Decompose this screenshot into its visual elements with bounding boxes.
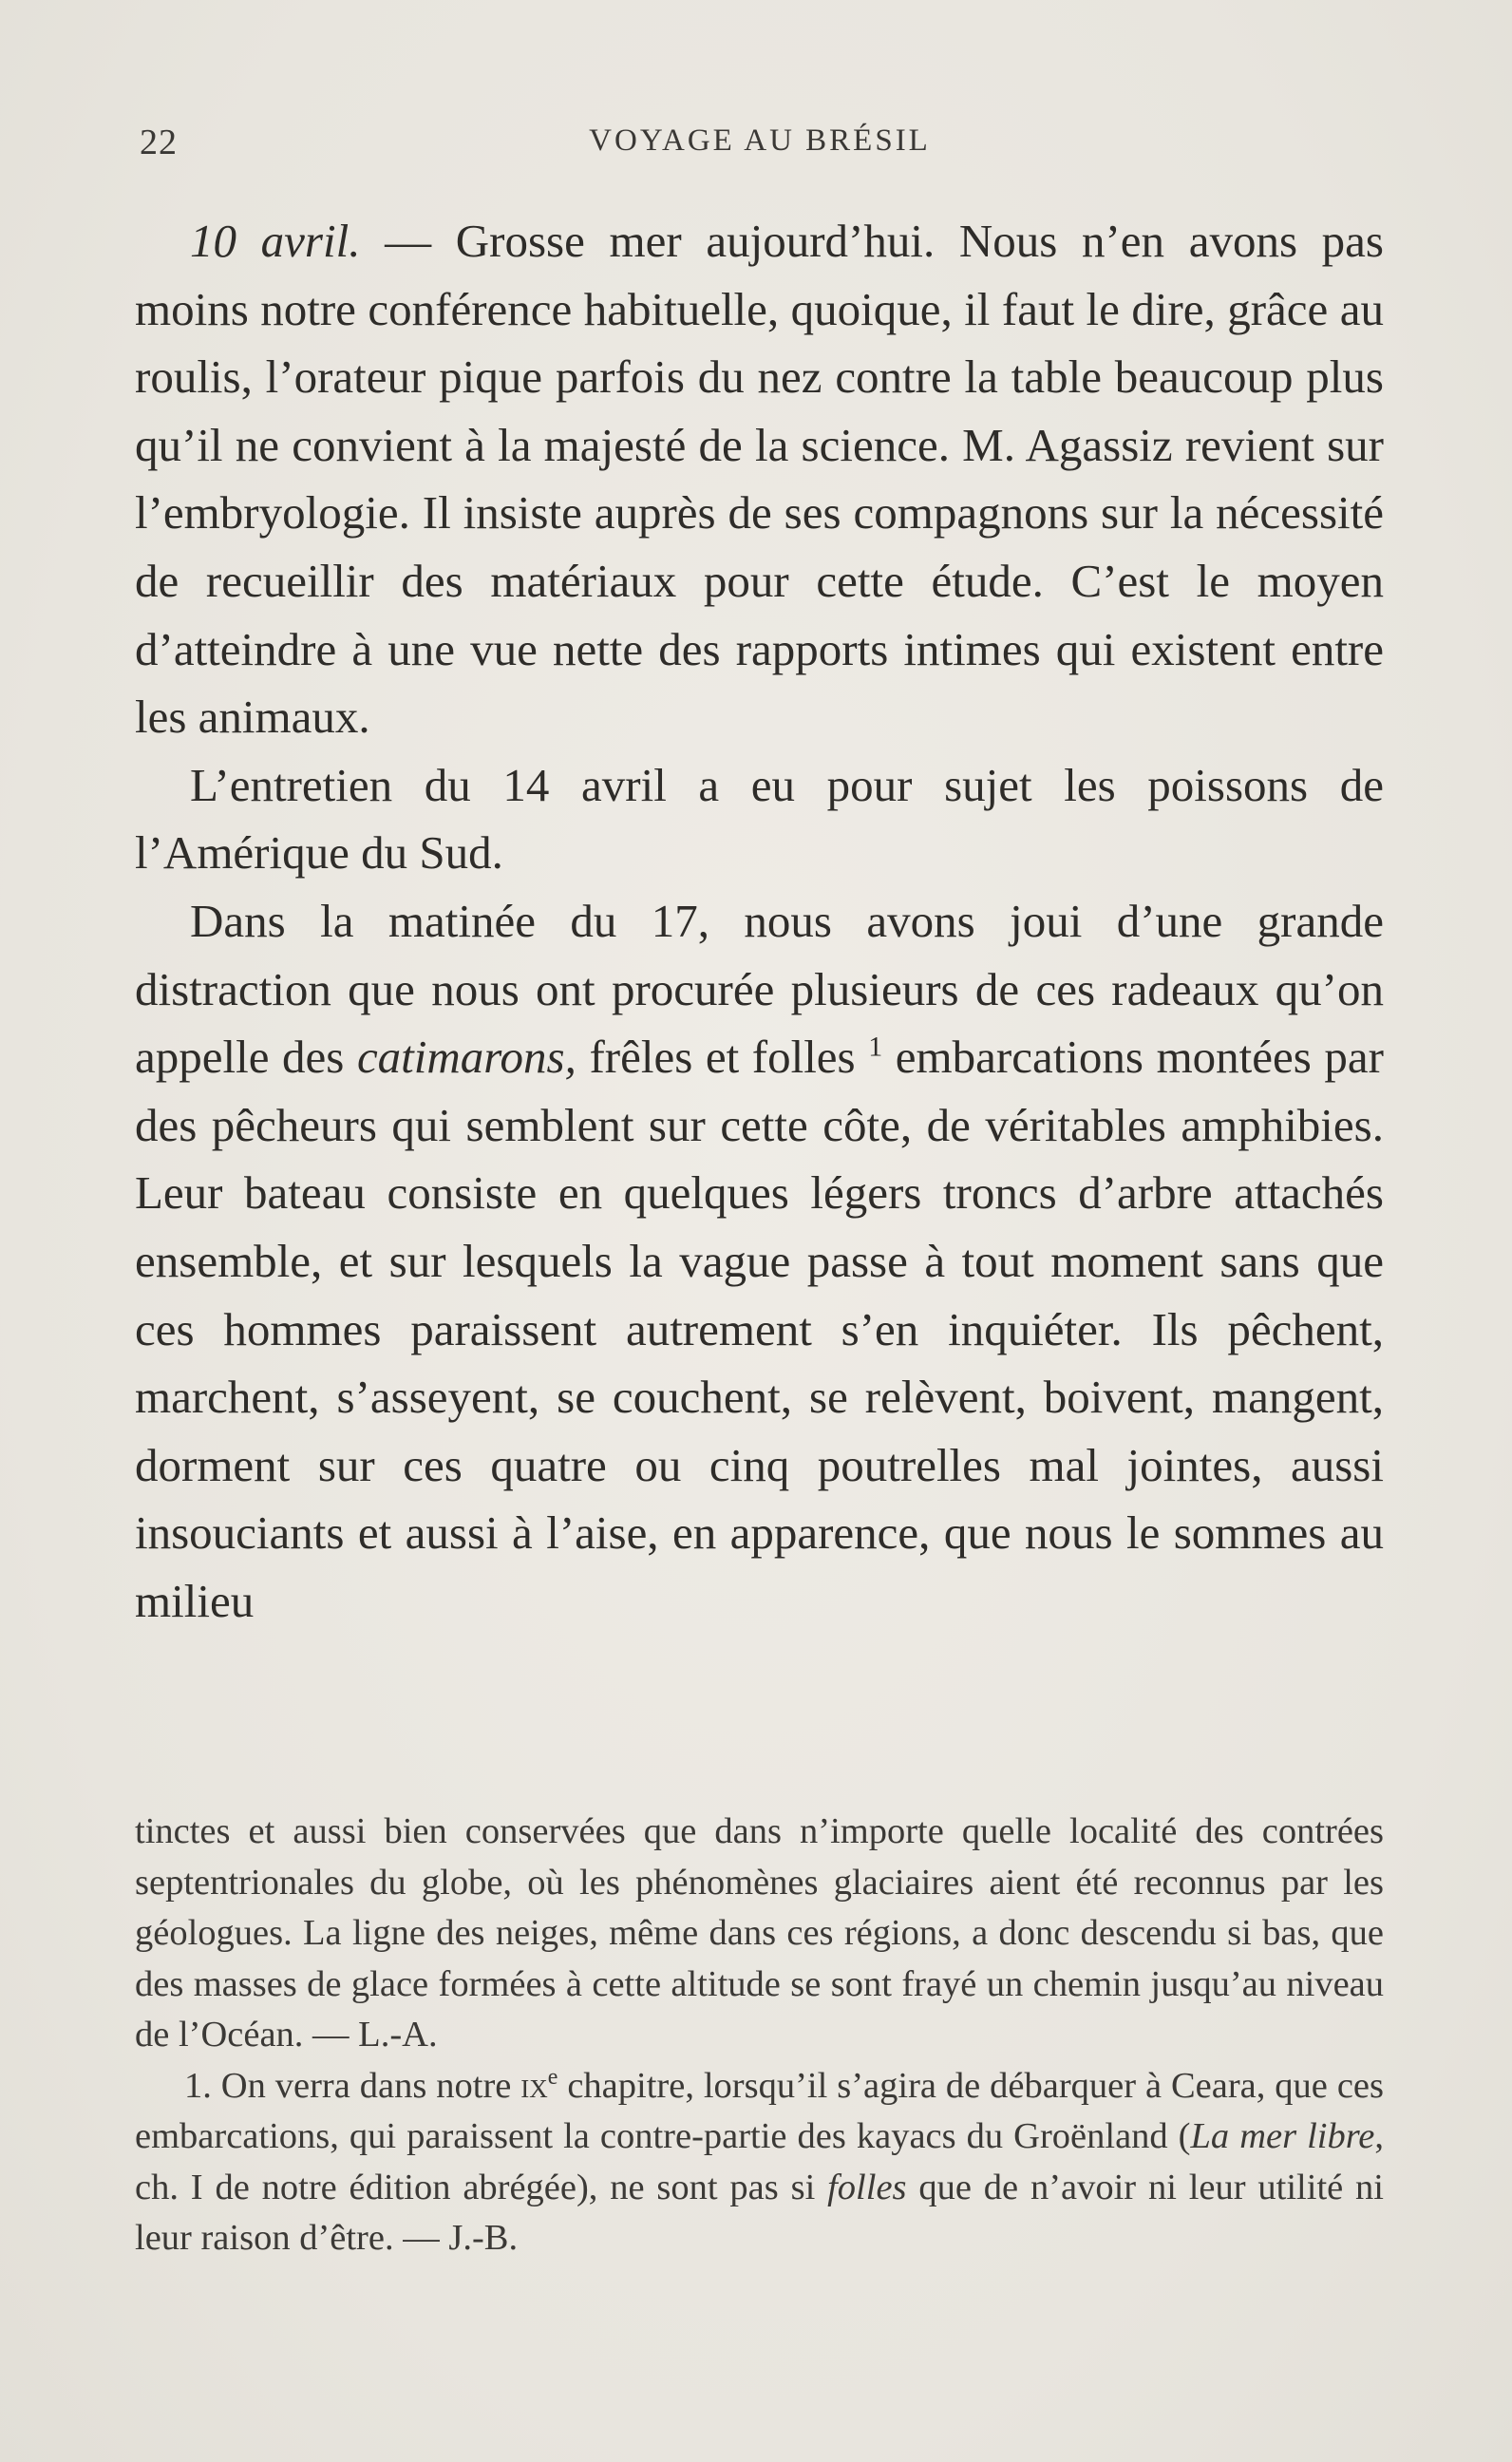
chapter-numeral: ix — [520, 2065, 548, 2106]
running-header — [140, 122, 1380, 169]
footnote-text: de notre édition abrégée), ne sont pas si — [202, 2167, 828, 2207]
paragraph-april-14: L’entretien du 14 avril a eu pour sujet les poissons de l’Amérique du Sud. — [135, 758, 1384, 880]
footnote-reference: 1 — [868, 1031, 883, 1063]
page-number: 22 — [140, 123, 178, 162]
chapter-number: I — [190, 2167, 203, 2207]
footnote-text: , ch. — [135, 2116, 1384, 2207]
running-title: VOYAGE AU BRÉSIL — [589, 123, 931, 158]
entry-date: 10 avril. — [190, 215, 361, 267]
paragraph-text: embarcations montées par des pêcheurs qui semblent sur cette côte, de véritables amphibies. Leur bateau consiste en quelques légers troncs d’arbre attachés ensemble, et sur lesquels la vague passe à tout moment sans que ces hommes paraissent autrement s’en inquiéter. Ils pêchent, marchent, s’asseyent, se couchent, se relèvent, boivent, mangent, dorment sur ces quatre ou cinq poutrelles mal jointes, aussi insouciants et aussi à l’aise, en apparence, que nous le sommes au milieu — [135, 1031, 1384, 1627]
main-text — [135, 207, 1384, 1635]
footnote-number: 1. — [184, 2065, 212, 2106]
footnotes — [135, 1807, 1384, 2264]
paragraph-text: Dans la matinée du 17, nous avons joui d’une grande distraction que nous ont procurée plusieurs de ces radeaux qu’on appelle des — [135, 894, 1384, 1084]
italic-term: folles — [827, 2167, 907, 2207]
ordinal-suffix: e — [547, 2064, 558, 2090]
book-title: La mer libre — [1190, 2116, 1375, 2156]
paragraph-april-10 — [135, 207, 1384, 751]
paragraph-text: frêles et folles — [576, 1031, 856, 1084]
footnote-text: On verra dans notre — [211, 2065, 521, 2106]
paragraph-april-17 — [135, 887, 1384, 1636]
footnote-1 — [135, 2061, 1384, 2264]
footnote-text: que de n’avoir ni leur utilité ni leur raison d’être. — J.-B. — [135, 2167, 1385, 2258]
footnote-text: chapitre, lorsqu’il s’agira de débarquer à Ceara, que ces embarcations, qui paraissent la contre-partie des kayacs du Groënland ( — [135, 2065, 1384, 2156]
paragraph-text: — Grosse mer aujourd’hui. Nous n’en avons pas moins notre conférence habituelle, quoique, il faut le dire, grâce au roulis, l’orateur pique parfois du nez contre la table beaucoup plus qu’il ne convient à la majesté de la science. M. Agassiz revient sur l’embryologie. Il insiste auprès de ses compagnons sur la nécessité de recueillir des matériaux pour cette étude. C’est le moyen d’atteindre à une vue nette des rapports intimes qui existent entre les animaux. — [135, 215, 1384, 744]
footnote-continued: tinctes et aussi bien conservées que dans n’importe quelle localité des contrées septentrionales du globe, où les phénomènes glaciaires aient été reconnus par les géologues. La ligne des neiges, même dans ces régions, a donc descendu si bas, que des masses de glace formées à cette altitude se sont frayé un chemin jusqu’au niveau de l’Océan. — L.-A. — [135, 1811, 1384, 2055]
italic-term: catimarons, — [356, 1031, 576, 1084]
